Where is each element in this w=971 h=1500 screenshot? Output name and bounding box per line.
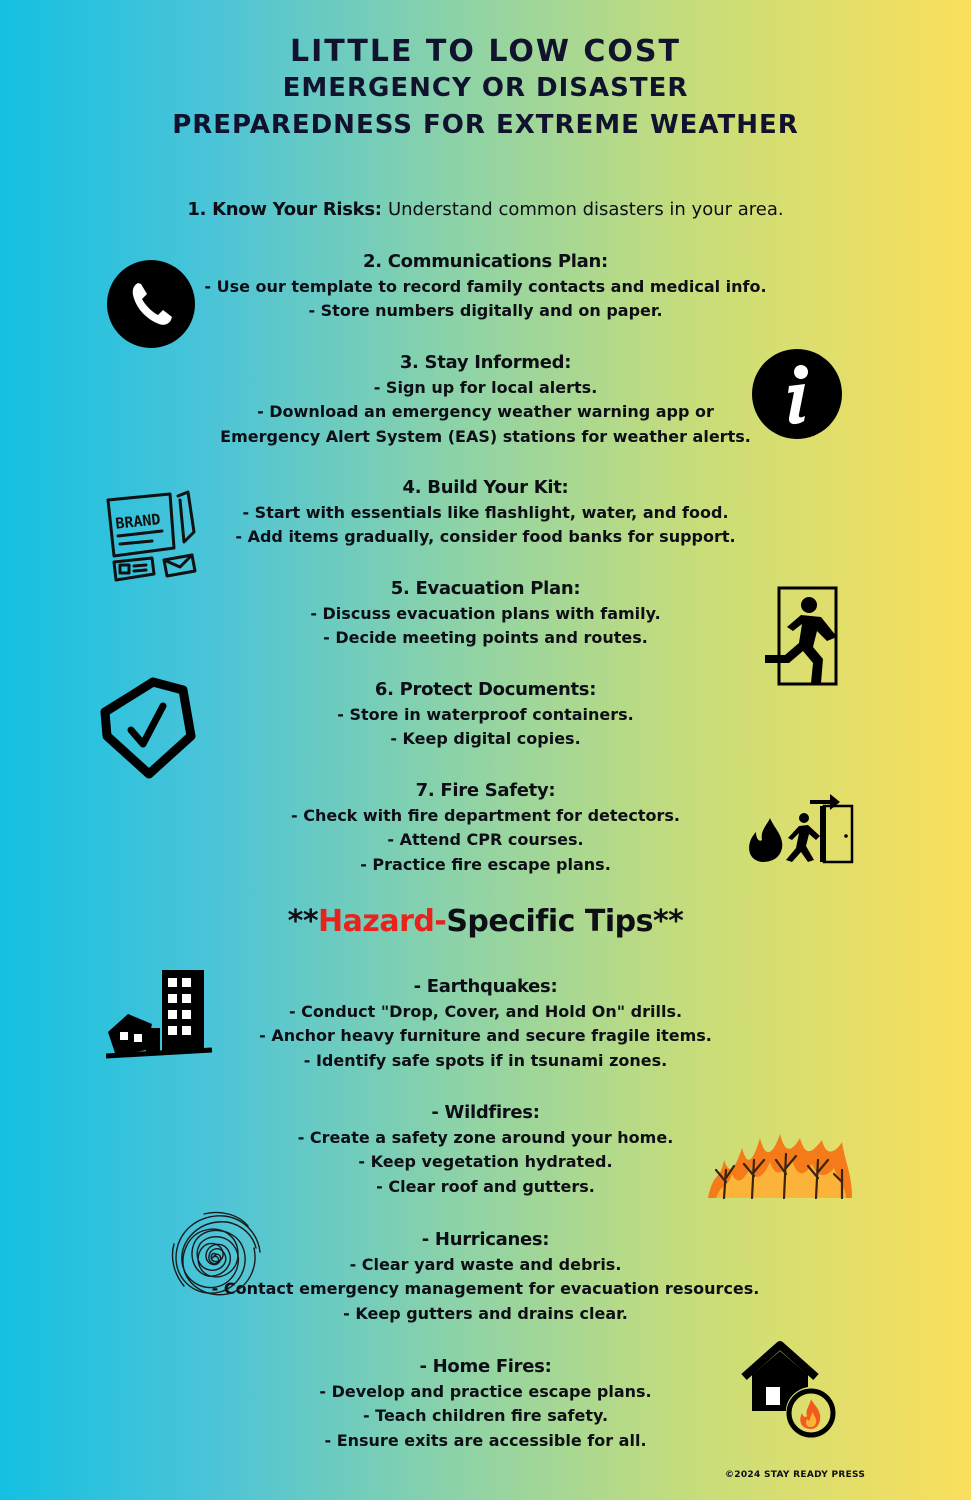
section-line: - Practice fire escape plans. xyxy=(360,854,611,874)
hazard-tips-heading xyxy=(0,904,971,939)
section-line: - Download an emergency weather warning app or xyxy=(257,402,714,421)
section-heading: - Wildfires: xyxy=(431,1102,540,1123)
section-line: - Keep gutters and drains clear. xyxy=(343,1303,628,1323)
section-line: - Sign up for local alerts. xyxy=(373,377,598,397)
section-heading: 6. Protect Documents: xyxy=(374,679,597,700)
section-line: - Store numbers digitally and on paper. xyxy=(308,301,663,320)
section-line: - Develop and practice escape plans. xyxy=(319,1381,652,1401)
section-line: - Discuss evacuation plans with family. xyxy=(310,603,661,623)
section-line: - Keep digital copies. xyxy=(390,729,581,748)
page-title-line-2: EMERGENCY OR DISASTER xyxy=(282,73,689,103)
section-line: - Decide meeting points and routes. xyxy=(323,628,648,647)
fire-escape-icon xyxy=(744,790,856,866)
info-icon xyxy=(751,348,843,440)
section-line: - Keep vegetation hydrated. xyxy=(358,1152,613,1171)
earthquake-buildings-icon xyxy=(106,966,214,1060)
section-line: - Check with fire department for detectors. xyxy=(291,805,680,825)
section-heading: 5. Evacuation Plan: xyxy=(390,578,581,599)
page-title-line-1: LITTLE TO LOW COST xyxy=(289,34,682,69)
section-hurricanes xyxy=(0,1228,971,1326)
shield-check-icon xyxy=(95,676,197,780)
section-heading: 1. Know Your Risks: xyxy=(187,199,382,220)
section-heading: 2. Communications Plan: xyxy=(363,251,608,272)
section-heading: - Home Fires: xyxy=(419,1356,552,1377)
page-title-line-3: PREPAREDNESS FOR EXTREME WEATHER xyxy=(172,110,799,140)
section-line: - Clear roof and gutters. xyxy=(376,1176,595,1196)
section-line: - Add items gradually, consider food banks for support. xyxy=(235,527,736,546)
section-heading: - Earthquakes: xyxy=(413,976,558,997)
hazard-red-text: Hazard- xyxy=(318,904,447,939)
section-heading: 3. Stay Informed: xyxy=(399,352,572,373)
section-line: - Use our template to record family contacts and medical info. xyxy=(204,276,767,296)
section-line: - Anchor heavy furniture and secure fragile items. xyxy=(259,1026,712,1045)
evacuation-exit-icon xyxy=(755,585,840,689)
section-line: - Create a safety zone around your home. xyxy=(297,1127,674,1147)
section-line: - Identify safe spots if in tsunami zones. xyxy=(303,1050,668,1070)
home-fire-icon xyxy=(740,1339,838,1439)
section-line: - Clear yard waste and debris. xyxy=(349,1254,622,1274)
hazard-prefix: ** xyxy=(287,904,319,939)
hazard-rest-text: Specific Tips xyxy=(446,904,653,939)
section-line: - Conduct "Drop, Cover, and Hold On" drills. xyxy=(288,1001,683,1021)
kit-brand-text: BRAND xyxy=(114,510,162,533)
section-heading: - Hurricanes: xyxy=(421,1229,550,1250)
section-line: - Teach children fire safety. xyxy=(362,1406,609,1425)
wildfire-icon xyxy=(706,1130,854,1200)
copyright-text: ©2024 STAY READY PRESS xyxy=(725,1470,866,1480)
section-text: Understand common disasters in your area. xyxy=(387,199,784,220)
section-line: - Attend CPR courses. xyxy=(387,830,584,849)
section-line: - Contact emergency management for evacuation resources. xyxy=(211,1279,760,1298)
section-line: Emergency Alert System (EAS) stations for weather alerts. xyxy=(220,426,751,446)
section-line: - Store in waterproof containers. xyxy=(337,704,634,724)
kit-icon xyxy=(102,488,198,586)
section-heading: 4. Build Your Kit: xyxy=(402,477,569,498)
section-line: - Start with essentials like flashlight, water, and food. xyxy=(242,502,729,522)
section-line: - Ensure exits are accessible for all. xyxy=(324,1430,647,1450)
phone-icon xyxy=(106,259,196,349)
section-heading: 7. Fire Safety: xyxy=(415,780,556,801)
hurricane-icon xyxy=(164,1206,264,1308)
section-know-your-risks xyxy=(0,198,971,223)
hazard-suffix: ** xyxy=(652,904,684,939)
